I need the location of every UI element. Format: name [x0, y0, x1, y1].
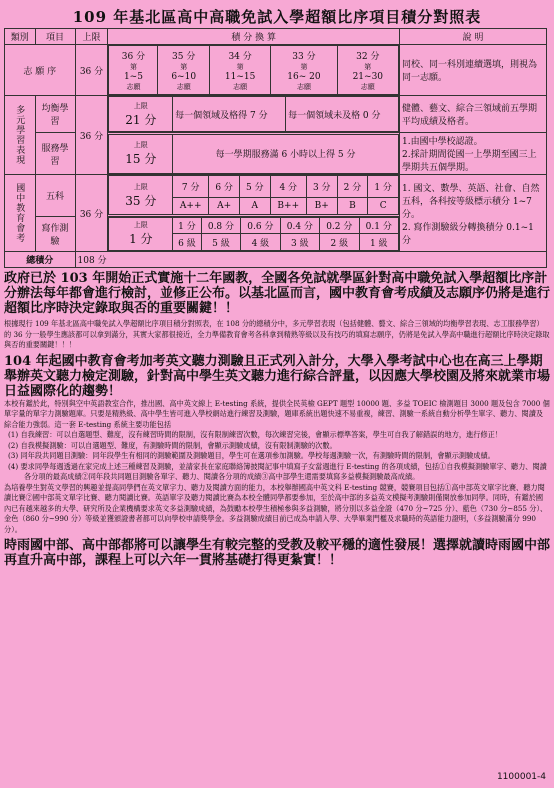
volunteer-max: 36 分	[75, 45, 108, 96]
list-item: (3) 同年段共同題目測驗：同年段學生有相同的測驗範圍及測驗題目，學生可在選項參加測驗。學校每週測驗一次，有測驗時間的限制，會顯示測驗成績。	[8, 451, 495, 460]
list-item: (1) 自我練習：可以自選題型、難度，沒有練習時間的限制，沒有限制練習次數，每次練習完後，會顯示標準答案，學生可自我了解錯誤的地方，進行修正！	[8, 430, 503, 439]
exam-label: 國中教育會考	[14, 183, 25, 243]
header-note: 說 明	[400, 29, 547, 45]
paragraph-closing: 時雨國中部、高中部都將可以讓學生有較完整的受教及較平穩的適性發展！選擇就讀時雨國中部再直升高中部，課程上可以六年一貫將基礎打得更紮實！！	[4, 538, 551, 568]
writing-label: 寫作測驗	[35, 216, 75, 251]
exam-note-1: 1. 國文、數學、英語、社會、自然五科，各科按等級標示積分 1~7 分。	[402, 183, 540, 220]
exam-max: 36 分	[75, 175, 108, 252]
multi-max: 36 分	[75, 96, 108, 175]
volunteer-label: 志 願 序	[5, 45, 76, 96]
document-code: 1100001-4	[496, 772, 546, 782]
header-scoring: 積 分 換 算	[108, 29, 400, 45]
paragraph-listening: 104 年起國中教育會考加考英文聽力測驗且正式列入計分，大學入學考試中心也在高三上學期舉辦英文聽力檢定測驗，針對高中學生英文聽力進行綜合評量，以因應大學校園及將來就業市場日益國際化的趨勢！	[4, 353, 551, 399]
header-item: 項目	[35, 29, 75, 45]
total-label: 總積分	[5, 252, 76, 268]
service-rule: 每一學期服務滿 6 小時以上得 5 分	[173, 134, 399, 173]
paragraph-competition: 為培養學生對英文學習的興趣並提高同學們在英文單字力、聽力及閱讀方面的能力，本校舉辦國高中英文科 E-testing 競賽，競賽項目包括①高中部英文單字比賽、聽力閱讀比賽②國中部英文單字比賽、聽力閱讀比賽。英語單字及聽力閱讀比賽為本校全體同學都要參加，至於高中部的多益英文模擬考測驗則僅開放參加同學。同時，有鑑於國內已有越來越多的大學、研究所及企業機構要求英文多益測驗成績，為鼓勵本校學生積極參與多益測驗，將分別以多益金證（470 分~725 分）、藍色（730 分~855 分）、金色（860 分~990 分）等級並獲頒證書者都可以向學校申請獎學金。多益測驗成績目前已成為申請入學、大學畢業門檻及求職時的英語能力證明，（多益測驗滿分 990 分）。	[4, 482, 548, 534]
subjects-label: 五科	[35, 175, 75, 217]
paragraph-intro: 政府已於 103 年開始正式實施十二年國教，全國各免試就學區針對高中職免試入學超額比序計分辦法每年都會進行檢討，並修正公布。以基北區而言，國中教育會考成績及志願序仍將是進行超額比序時決定錄取與否的重要關鍵！！	[4, 271, 551, 316]
service-label: 服務學習	[35, 133, 75, 175]
balanced-fail: 每一個領域未及格 0 分	[286, 97, 399, 132]
list-item: (2) 自我模擬測驗：可以自選題型、難度，有測驗時間的限制，會顯示測驗成績，沒有限制測驗的次數。	[8, 440, 337, 450]
volunteer-note: 同校、同一科別連續選填，則視為同一志願。	[400, 45, 547, 96]
score-table: 類別 項目 上限 積 分 換 算 說 明 志 願 序 36 分 36 分 第 1~5 志願 35 分 第 6~10 志願 34 分 第 11~15 志願 33 分 第 16~ 20 志願 32 分 第 21~30 志願 同校、同一科別連續選填，則視為同一志願。 多元學習表現 均衡學習 36 分 上限 21 分 每一個領域及格得 7 分 每一個領域未及格 0 分 健體、藝文、綜合三領域前五學期平均成績及格者。 服務學習 上限 15 分 每一學期服務滿 6 小時以上得 5 分 1.由國中學校認證。 2.採計期間從國一上學期至國三上學期共五個學期。 國中教育會考 五科 36 分 上限 35 分 7 分 6 分 5 分 4 分 3 分 2 分 1 分 A++ A+ A B++ B+ B C 1. 國文、數學、英語、社會、自然五科，各科按等級標示積分 1~7 分。 2. 寫作測驗級分轉換積分 0.1~1 分 寫作測驗 上限 1 分 1 分 0.8 分 0.6 分 0.4 分 0.2 分 0.1 分 6 級 5 級 4 級 3 級 2 級 1 級 總積分 108 分	[4, 28, 547, 268]
multi-label: 多元學習表現	[14, 105, 25, 165]
page-title: 109 年基北區高中高職免試入學超額比序項目積分對照表	[72, 8, 482, 26]
header-max: 上限	[75, 29, 108, 45]
paragraph-etesting: 本校有鑑於此，特別與空中英語教室合作，推出國、高中英文線上 E-testing 系統，提供全民英檢 GEPT 題型 10000 題、多益 TOEIC 檢測題目 3000 題及包含 7000 個單字量的單字力測驗題庫。只要是精熟級、高中學生皆可進入學校網站進行練習及測驗，題庫系統出題快速不易重複，練習、測驗一系統自動分析學生單字、聽力、閱讀及綜合能力強弱。這一套 E-testing 系統主要功能包括	[4, 398, 550, 429]
balanced-pass: 每一個領域及格得 7 分	[173, 97, 286, 132]
header-category: 類別	[5, 29, 36, 45]
balanced-note: 健體、藝文、綜合三領域前五學期平均成績及格者。	[400, 96, 547, 133]
list-item: (4) 要求同學每週透過在家完成上述三種練習及測驗，並請家長在家庭聯絡簿披閱記事中填寫子女當週進行 E-testing 的各項成績，包括①自我模擬測驗單字、聽力、閱讀各分項的最高成績②同年段共同題目測驗各單字、聽力、閱讀各分項的成績③高中部學生還需要填寫多益模擬測驗最高成績。	[8, 461, 547, 481]
exam-note-2: 2. 寫作測驗級分轉換積分 0.1~1 分	[402, 222, 534, 246]
total-value: 108 分	[75, 252, 546, 268]
paragraph-details: 根據現行 109 年基北區高中職免試入學超額比序項目積分對照表，在 108 分的總積分中，多元學習表現（包括健體、藝文、綜合三領域的均衡學習表現、志工服務學習）的 36 分一般學生應該都可以拿到滿分，其實大家都很接近，全力準備教育會考各科拿到精熟等級以及有技巧的填寫志願序，仍將是免試入學高中職進行超額比序時決定錄取與否的重要關鍵！！！	[4, 319, 550, 349]
balanced-label: 均衡學習	[35, 96, 75, 133]
